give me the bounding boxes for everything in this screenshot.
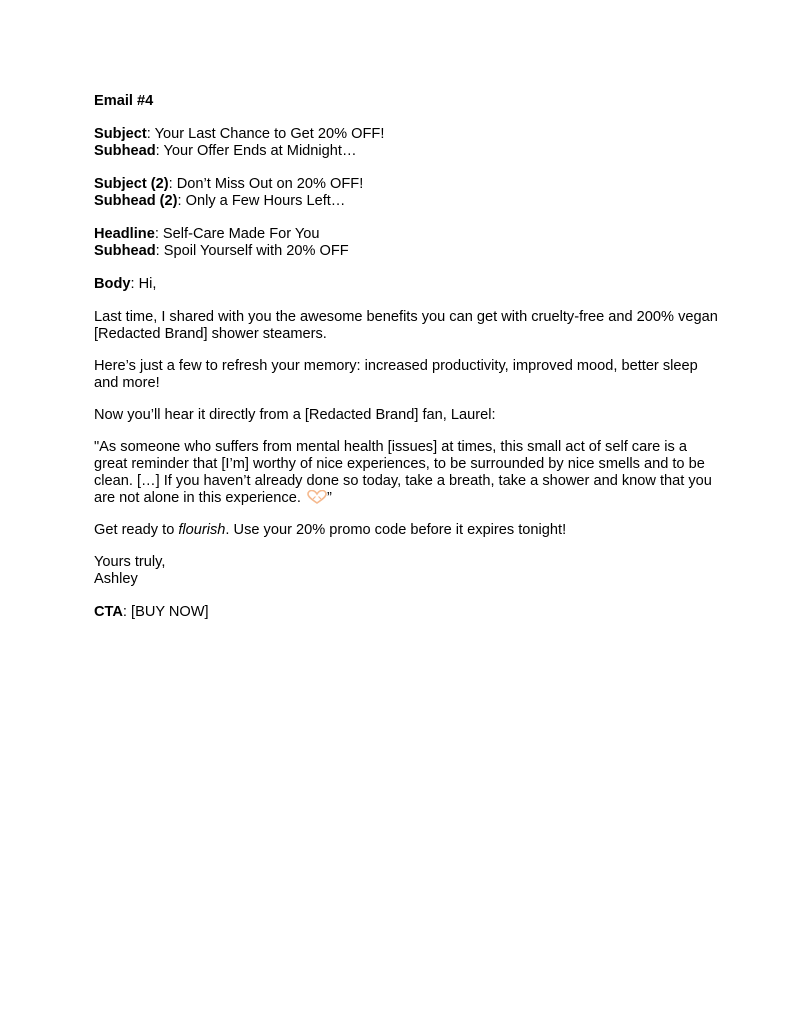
signoff-block [94,554,719,588]
subject2-label: Subject (2) [94,176,169,192]
testimonial-quote [94,439,719,507]
email-title-block [94,93,719,110]
subhead-value: : Your Offer Ends at Midnight… [155,143,357,159]
headline-value: : Self-Care Made For You [154,226,320,242]
subhead3-line [94,243,719,260]
paragraph-refresh: Here’s just a few to refresh your memory: increased productivity, improved mood, better sleep and more! [94,358,698,391]
headline-block [94,226,719,260]
subject-value: : Your Last Chance to Get 20% OFF! [146,126,385,142]
cta-value: : [BUY NOW] [122,604,209,620]
subhead2-label: Subhead (2) [94,193,178,209]
subhead3-value: : Spoil Yourself with 20% OFF [155,243,349,259]
paragraph-promo [94,522,719,539]
heart-hands-icon [307,490,327,504]
email-title: Email #4 [94,93,154,109]
subhead3-label: Subhead [94,243,156,259]
subhead-label: Subhead [94,143,156,159]
body-line [94,276,719,293]
body-block [94,276,719,293]
quote-text: "As someone who suffers from mental health [issues] at times, this small act of self care is a great reminder that [I’m] worthy of nice experiences, to be surrounded by nice smells and to be clean. […] If you haven’t already done so today, take a breath, take a shower and know that you are not alone in this experience. [94,439,712,506]
subhead2-value: : Only a Few Hours Left… [177,193,346,209]
paragraph-benefits: Last time, I shared with you the awesome benefits you can get with cruelty-free and 200% vegan [Redacted Brand] shower steamers. [94,309,718,342]
subject-block-2 [94,176,719,210]
subject-block-1 [94,126,719,160]
headline-line [94,226,719,243]
subject-line [94,126,719,143]
paragraph-fan-intro: Now you’ll hear it directly from a [Redacted Brand] fan, Laurel: [94,407,496,423]
subject-label: Subject [94,126,147,142]
subhead2-line [94,193,719,210]
cta-label: CTA [94,604,123,620]
cta-line [94,604,719,621]
signoff-line: Yours truly, [94,554,166,570]
promo-after: . Use your 20% promo code before it expires tonight! [225,522,567,538]
quote-close: ” [326,490,332,506]
promo-before: Get ready to [94,522,179,538]
subject2-value: : Don’t Miss Out on 20% OFF! [168,176,364,192]
subject2-line [94,176,719,193]
headline-label: Headline [94,226,155,242]
cta-block [94,604,719,621]
promo-italic: flourish [178,522,226,538]
signature-line: Ashley [94,571,138,587]
subhead-line [94,143,719,160]
email-document [94,93,719,637]
body-label: Body [94,276,131,292]
body-value: : Hi, [130,276,157,292]
